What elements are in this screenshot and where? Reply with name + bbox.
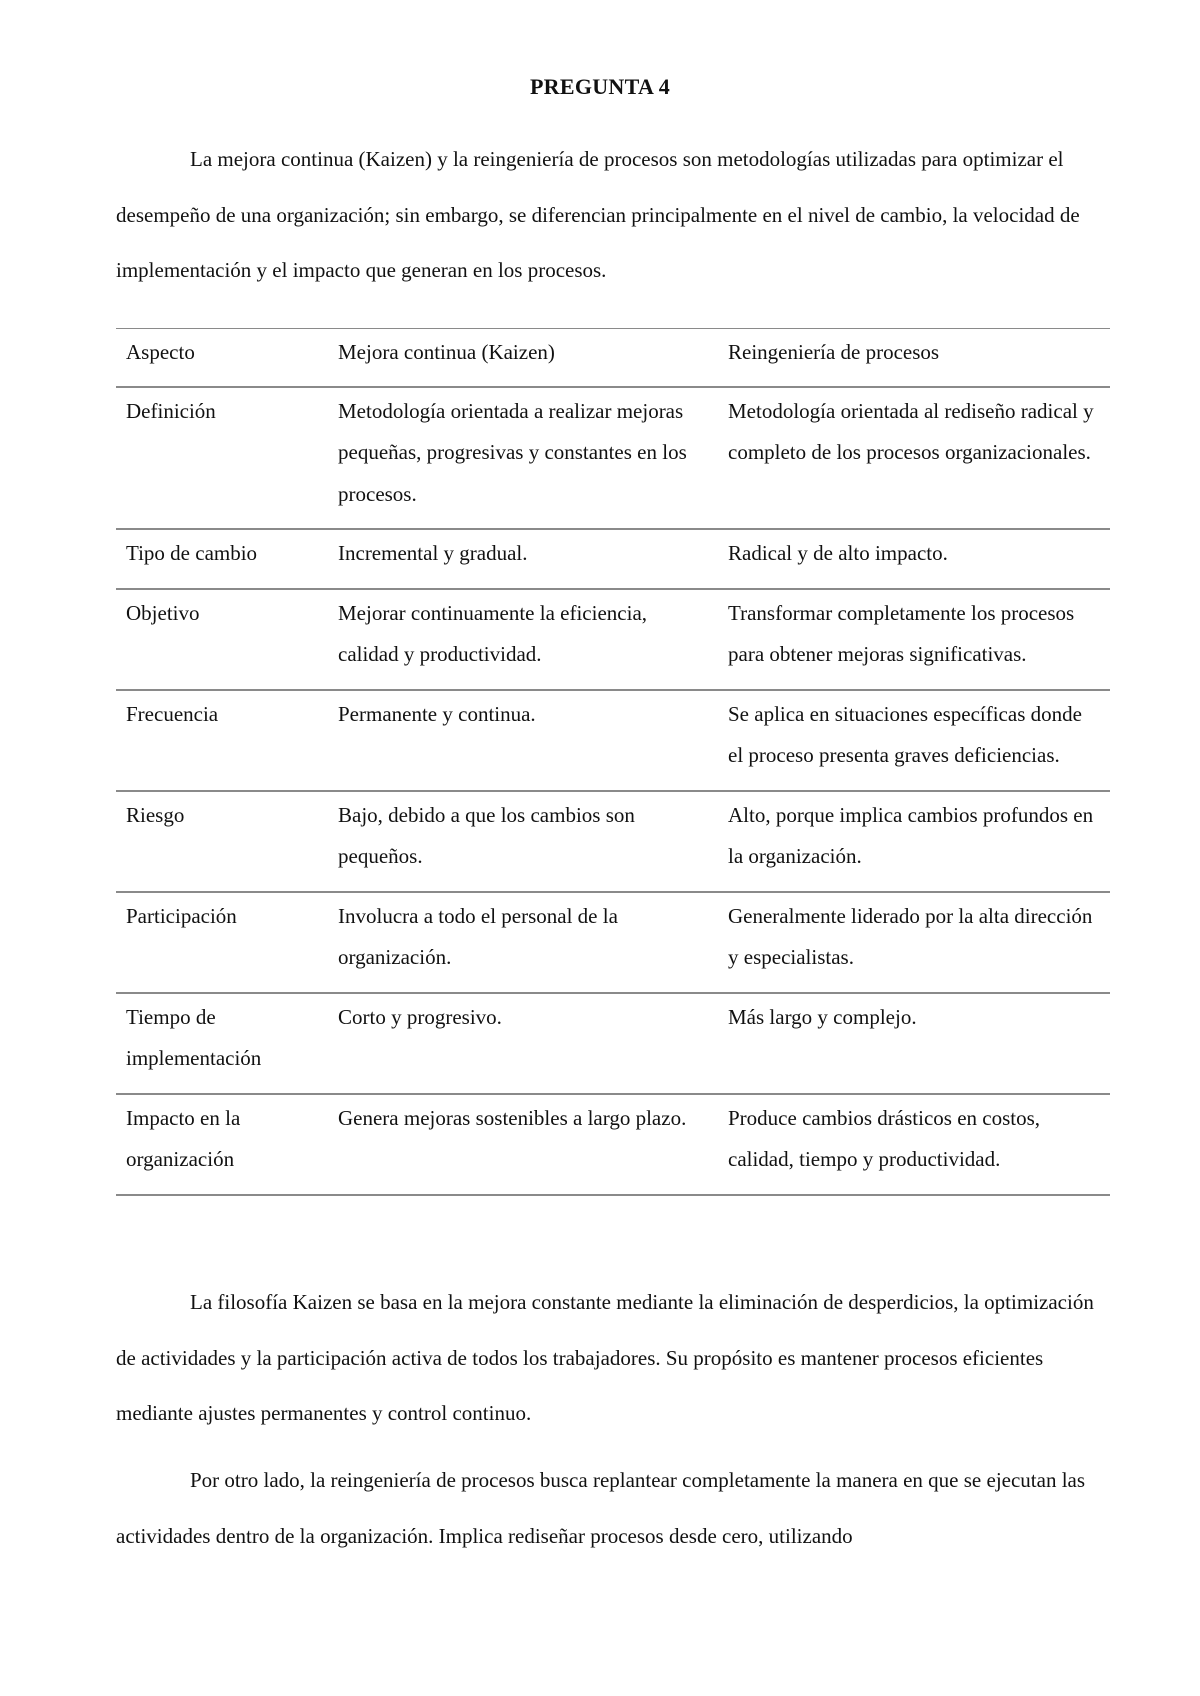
table-row <box>116 993 1110 1094</box>
table-header-cell: Aspecto <box>116 329 328 387</box>
table-cell-reengineering: Generalmente liderado por la alta dirección y especialistas. <box>718 892 1110 993</box>
table-cell-aspect: Impacto en la organización <box>116 1094 328 1195</box>
table-cell-reengineering: Más largo y complejo. <box>718 993 1110 1094</box>
table-row <box>116 791 1110 892</box>
table-cell-kaizen: Corto y progresivo. <box>328 993 718 1094</box>
table-header-row <box>116 329 1110 387</box>
table-row <box>116 387 1110 530</box>
table-cell-reengineering: Alto, porque implica cambios profundos en la organización. <box>718 791 1110 892</box>
table-cell-reengineering: Produce cambios drásticos en costos, calidad, tiempo y productividad. <box>718 1094 1110 1195</box>
table-row <box>116 529 1110 589</box>
table-cell-aspect: Participación <box>116 892 328 993</box>
table-cell-aspect: Objetivo <box>116 589 328 690</box>
table-cell-reengineering: Metodología orientada al rediseño radical y completo de los procesos organizacionales. <box>718 387 1110 530</box>
table-cell-kaizen: Genera mejoras sostenibles a largo plazo. <box>328 1094 718 1195</box>
table-row <box>116 690 1110 791</box>
table-cell-reengineering: Transformar completamente los procesos para obtener mejoras significativas. <box>718 589 1110 690</box>
table-cell-kaizen: Mejorar continuamente la eficiencia, calidad y productividad. <box>328 589 718 690</box>
comparison-table-container <box>116 328 1110 1196</box>
kaizen-paragraph <box>116 1275 1106 1442</box>
table-header-cell: Reingeniería de procesos <box>718 329 1110 387</box>
table-cell-kaizen: Bajo, debido a que los cambios son pequeños. <box>328 791 718 892</box>
intro-text: La mejora continua (Kaizen) y la reingeniería de procesos son metodologías utilizadas para optimizar el desempeño de una organización; sin embargo, se diferencian principalmente en el nivel de cambio, la velocidad de implementación y el impacto que generan en los procesos. <box>116 147 1080 282</box>
kaizen-text: La filosofía Kaizen se basa en la mejora constante mediante la eliminación de desperdicios, la optimización de actividades y la participación activa de todos los trabajadores. Su propósito es mantener procesos eficientes mediante ajustes permanentes y control continuo. <box>116 1290 1094 1425</box>
reengineering-paragraph <box>116 1453 1106 1564</box>
table-cell-kaizen: Involucra a todo el personal de la organización. <box>328 892 718 993</box>
table-cell-aspect: Tipo de cambio <box>116 529 328 589</box>
table-cell-aspect: Riesgo <box>116 791 328 892</box>
table-row <box>116 892 1110 993</box>
comparison-table <box>116 328 1110 1196</box>
table-header-cell: Mejora continua (Kaizen) <box>328 329 718 387</box>
table-cell-aspect: Frecuencia <box>116 690 328 791</box>
reengineering-text: Por otro lado, la reingeniería de procesos busca replantear completamente la manera en que se ejecutan las actividades dentro de la organización. Implica rediseñar procesos desde cero, utilizando <box>116 1468 1086 1548</box>
table-row <box>116 1094 1110 1195</box>
table-cell-aspect: Definición <box>116 387 328 530</box>
table-cell-aspect: Tiempo de implementación <box>116 993 328 1094</box>
table-cell-reengineering: Radical y de alto impacto. <box>718 529 1110 589</box>
table-cell-kaizen: Incremental y gradual. <box>328 529 718 589</box>
page-title: PREGUNTA 4 <box>529 74 671 99</box>
table-cell-reengineering: Se aplica en situaciones específicas donde el proceso presenta graves deficiencias. <box>718 690 1110 791</box>
table-cell-kaizen: Metodología orientada a realizar mejoras pequeñas, progresivas y constantes en los procesos. <box>328 387 718 530</box>
intro-paragraph <box>116 132 1106 299</box>
table-cell-kaizen: Permanente y continua. <box>328 690 718 791</box>
table-row <box>116 589 1110 690</box>
